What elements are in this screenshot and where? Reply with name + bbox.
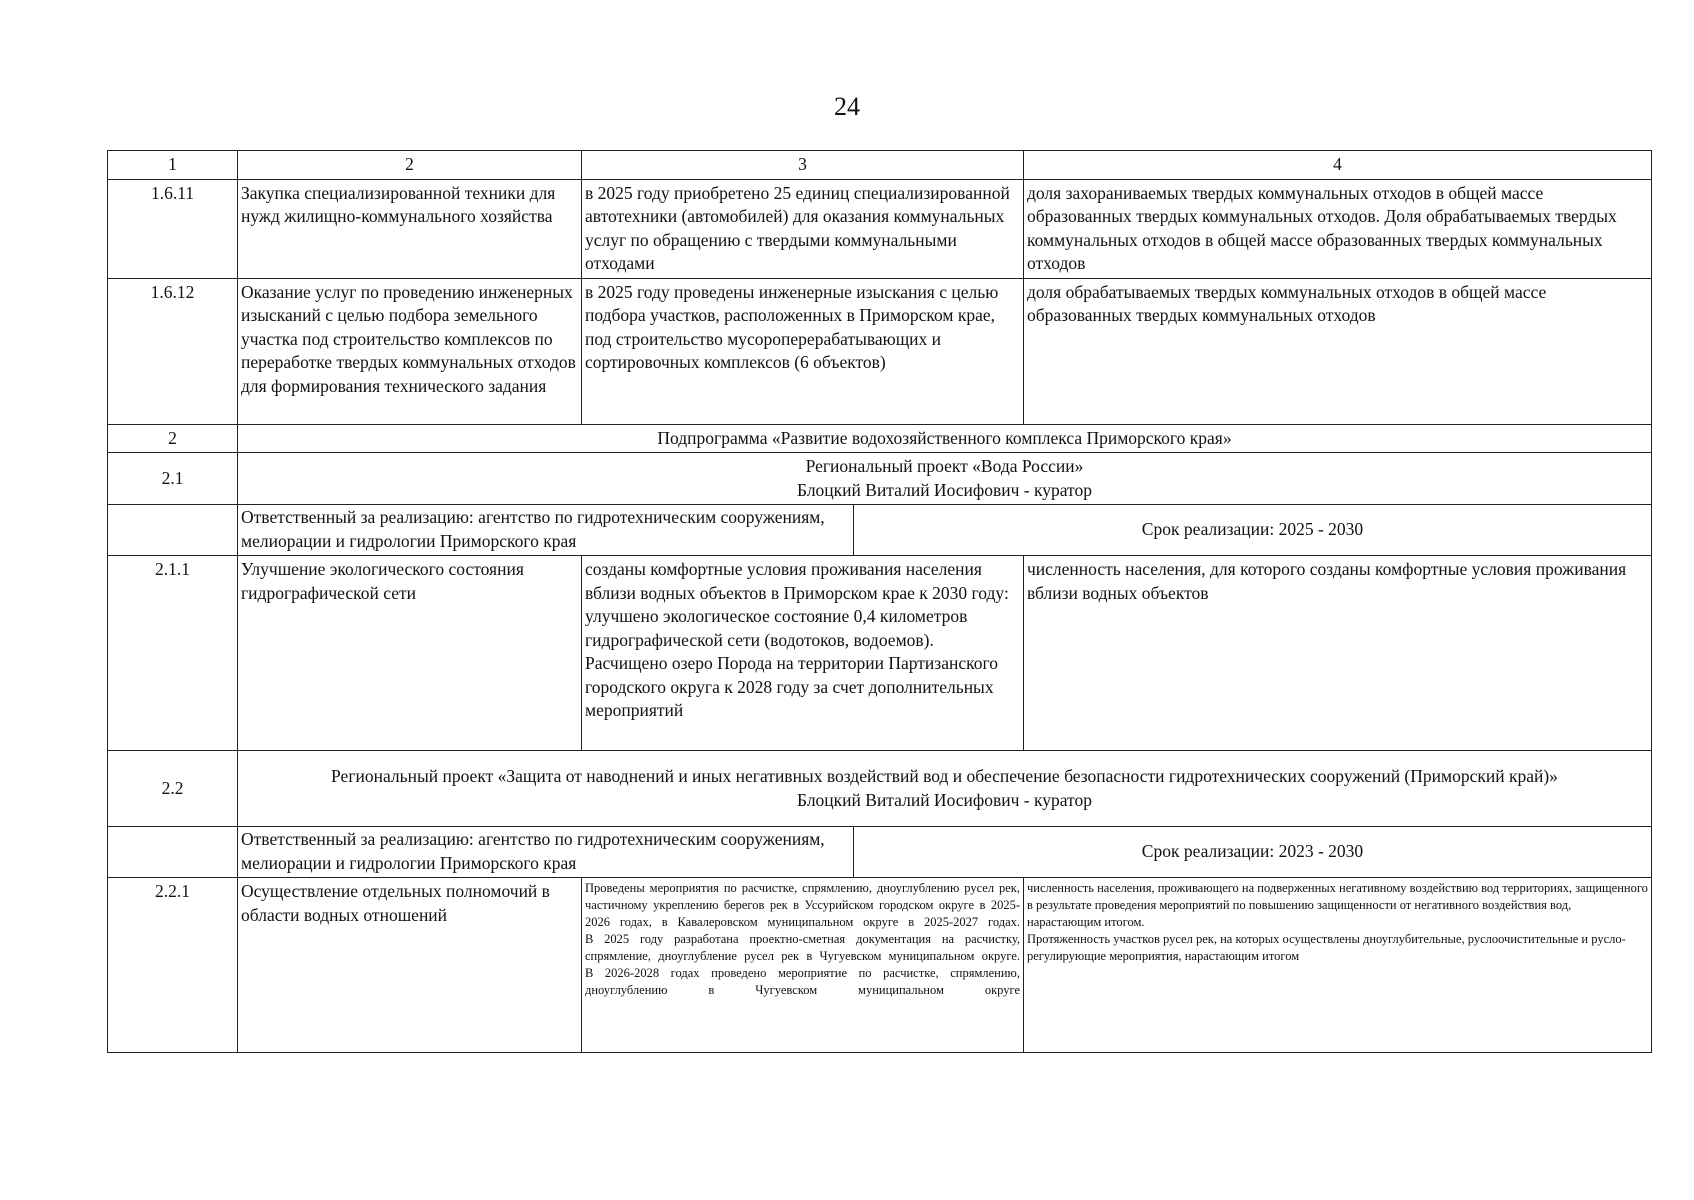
measure-indicator: доля захораниваемых твердых коммунальных отходов в общей массе образованных твердых коммунальных отходов. Доля обрабатываемых твердых коммунальных отходов в общей массе образованных твердых коммунальных отходов (1024, 179, 1652, 278)
row-number: 1.6.12 (108, 278, 238, 424)
responsible-cell (238, 827, 1652, 878)
project-heading (238, 453, 1652, 505)
row-number: 2.2 (108, 751, 238, 827)
project-curator: Блоцкий Виталий Иосифович - куратор (797, 789, 1092, 810)
measure-name: Осуществление отдельных полномочий в области водных отношений (238, 878, 582, 1053)
table-row (108, 556, 1652, 751)
term-text: Срок реализации: 2023 - 2030 (1141, 841, 1364, 862)
responsible-text: Ответственный за реализацию: агентство по гидротехническим сооружениям, мелиорации и гидрологии Приморского края (238, 827, 854, 877)
row-number: 1.6.11 (108, 179, 238, 278)
column-header-1: 1 (108, 151, 238, 180)
row-number: 2 (108, 424, 238, 453)
row-number: 2.1.1 (108, 556, 238, 751)
measure-indicator (1024, 878, 1652, 1053)
term-text: Срок реализации: 2025 - 2030 (1141, 519, 1364, 540)
row-number: 2.1 (108, 453, 238, 505)
column-header-2: 2 (238, 151, 582, 180)
responsible-cell (238, 505, 1652, 556)
result-paragraph: В 2026-2028 годах проведено мероприятие по расчистке, спрямлению, дноуглублению в Чугуевском муниципальном округе (585, 966, 1020, 997)
row-number: 2.2.1 (108, 878, 238, 1053)
indicator-paragraph: Протяженность участков русел рек, на которых осуществлены дноуглубительные, руслоочистительные и руслорегулирующие мероприятия, нарастающим итогом (1027, 932, 1626, 963)
measure-result (582, 878, 1024, 1053)
column-header-4: 4 (1024, 151, 1652, 180)
subprogram-title: Подпрограмма «Развитие водохозяйственного комплекса Приморского края» (238, 424, 1652, 453)
column-header-3: 3 (582, 151, 1024, 180)
table-row (108, 278, 1652, 424)
project-title: Региональный проект «Защита от наводнений и иных негативных воздействий вод и обеспечение безопасности гидротехнических сооружений (Приморский край)» (331, 766, 1558, 786)
measure-name: Улучшение экологического состояния гидрографической сети (238, 556, 582, 751)
measure-name: Закупка специализированной техники для нужд жилищно-коммунального хозяйства (238, 179, 582, 278)
subprogram-row (108, 424, 1652, 453)
indicator-paragraph: численность населения, проживающего на подверженных негативному воздействию вод территориях, защищенного в результате проведения мероприятий по повышению защищенности от негативного воздействия вод, нарастающим итогом. (1027, 881, 1648, 929)
project-heading (238, 751, 1652, 827)
responsible-row (108, 505, 1652, 556)
table-row (108, 878, 1652, 1053)
measure-result: созданы комфортные условия проживания населения вблизи водных объектов в Приморском крае к 2030 году: улучшено экологическое состояние 0,4 километров гидрографической сети (водотоков, водоемов). Расчищено озеро Порода на территории Партизанского городского округа к 2028 году за счет дополнительных мероприятий (582, 556, 1024, 751)
measure-indicator: численность населения, для которого созданы комфортные условия проживания вблизи водных объектов (1024, 556, 1652, 751)
result-paragraph: Проведены мероприятия по расчистке, спрямлению, дноуглублению русел рек, частичному укреплению берегов рек в Уссурийском городском округе в 2025-2026 годах, в Кавалеровском муниципальном округе в 2025-2027 годах. (585, 881, 1020, 929)
project-row (108, 453, 1652, 505)
empty-cell (108, 827, 238, 878)
page-number: 24 (834, 92, 860, 121)
project-title: Региональный проект «Вода России» (805, 456, 1084, 476)
table-row (108, 179, 1652, 278)
project-row (108, 751, 1652, 827)
measure-name: Оказание услуг по проведению инженерных изысканий с целью подбора земельного участка под строительство комплексов по переработке твердых коммунальных отходов для формирования технического задания (238, 278, 582, 424)
result-paragraph: В 2025 году разработана проектно-сметная документация на расчистку, спрямление, дноуглубление русел рек в Чугуевском муниципальном округе. (585, 932, 1020, 963)
measure-result: в 2025 году приобретено 25 единиц специализированной автотехники (автомобилей) для оказания коммунальных услуг по обращению с твердыми коммунальными отходами (582, 179, 1024, 278)
measure-indicator: доля обрабатываемых твердых коммунальных отходов в общей массе образованных твердых коммунальных отходов (1024, 278, 1652, 424)
project-curator: Блоцкий Виталий Иосифович - куратор (797, 479, 1092, 500)
measure-result: в 2025 году проведены инженерные изыскания с целью подбора участков, расположенных в Приморском крае, под строительство мусороперерабатывающих и сортировочных комплексов (6 объектов) (582, 278, 1024, 424)
empty-cell (108, 505, 238, 556)
program-table (107, 150, 1652, 1053)
table-header-row (108, 151, 1652, 180)
responsible-text: Ответственный за реализацию: агентство по гидротехническим сооружениям, мелиорации и гидрологии Приморского края (238, 505, 854, 555)
responsible-row (108, 827, 1652, 878)
